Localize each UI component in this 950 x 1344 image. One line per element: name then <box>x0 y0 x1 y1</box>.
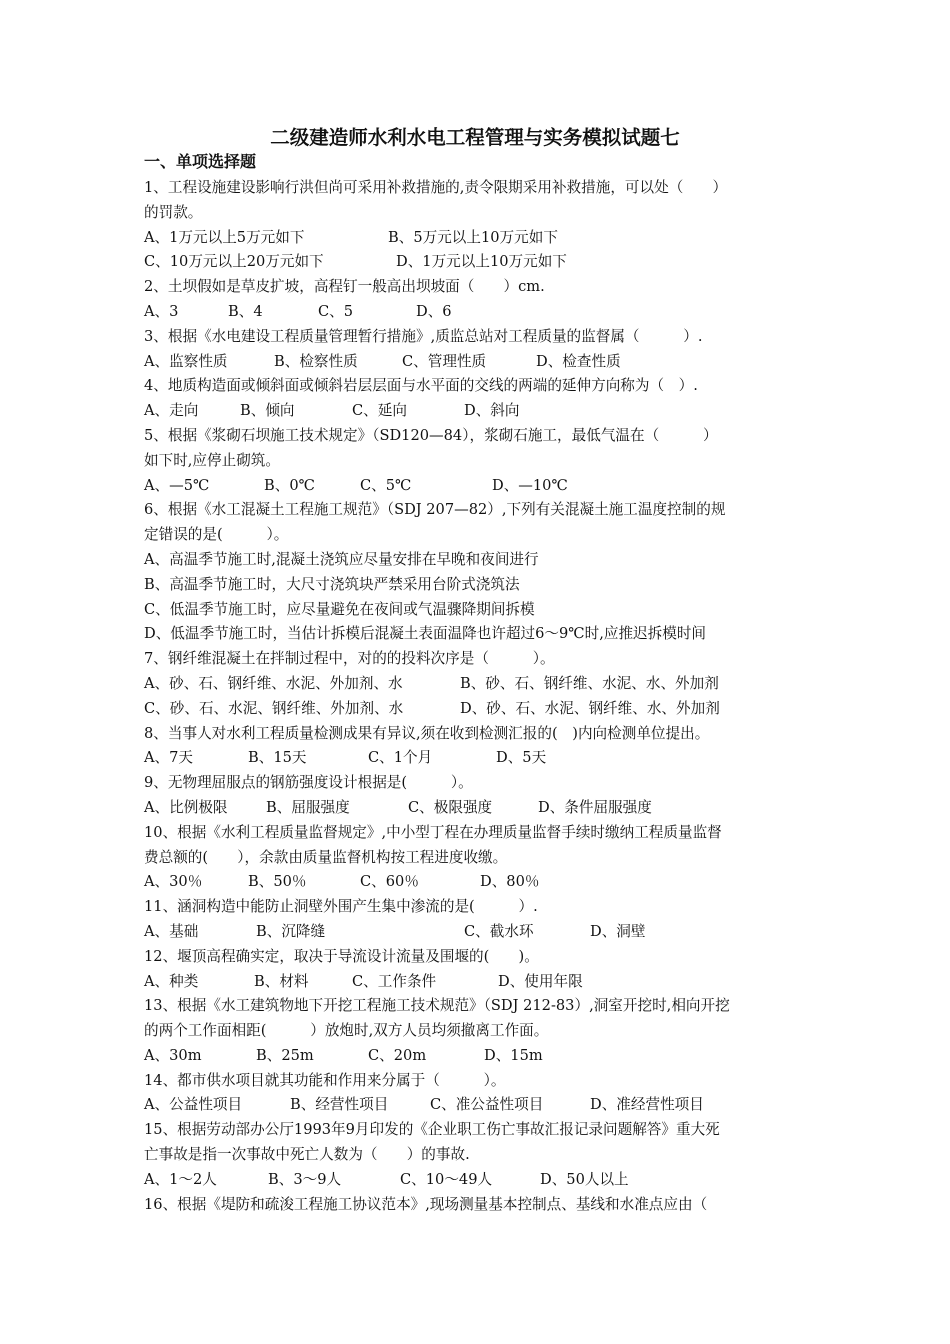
answer-option: C、10万元以上20万元如下 <box>144 253 324 271</box>
text-line <box>144 821 810 846</box>
answer-option: D、6 <box>416 302 452 320</box>
answer-option: D、1万元以上10万元如下 <box>396 253 567 271</box>
answer-option: A、30％ <box>144 873 203 891</box>
text-line <box>144 697 810 722</box>
answer-option: B、检察性质 <box>274 352 358 370</box>
line-text: C、低温季节施工时，应尽量避免在夜间或气温骤降期间拆模 <box>144 600 535 618</box>
text-line <box>144 449 810 474</box>
answer-option: D、80％ <box>480 873 540 891</box>
line-text: 10、根据《水利工程质量监督规定》,中小型丁程在办理质量监督手续时缴纳工程质量监督 <box>144 823 722 841</box>
line-text: 11、涵洞构造中能防止洞壁外围产生集中渗流的是( ）. <box>144 898 538 916</box>
answer-option: A、走向 <box>144 402 199 420</box>
answer-option: C、60％ <box>360 873 419 891</box>
text-line <box>144 598 810 623</box>
answer-option: A、30m <box>144 1046 202 1064</box>
answer-option: C、准公益性项目 <box>430 1096 544 1114</box>
answer-option: B、3～9人 <box>268 1170 342 1188</box>
answer-option: A、公益性项目 <box>144 1096 243 1114</box>
text-line <box>144 895 810 920</box>
answer-option: C、管理性质 <box>402 352 487 370</box>
text-line <box>144 1193 810 1218</box>
answer-option: C、1个月 <box>368 749 433 767</box>
line-text: 2、土坝假如是草皮扩坡，高程钉一般高出坝坡面（ ）cm. <box>144 278 545 296</box>
line-text: 9、无物理屈服点的钢筋强度设计根据是( ）。 <box>144 774 473 792</box>
text-line <box>144 870 810 895</box>
answer-option: A、基础 <box>144 922 199 940</box>
answer-option: B、5万元以上10万元如下 <box>388 228 558 246</box>
answer-option: B、沉降缝 <box>256 922 326 940</box>
answer-option: C、截水环 <box>464 922 534 940</box>
line-text: 费总额的( ），余款由质量监督机构按工程进度收缴。 <box>144 848 508 866</box>
text-line <box>144 771 810 796</box>
document-title: 二级建造师水利水电工程管理与实务模拟试题七 <box>270 126 680 149</box>
line-text: 定错误的是( ）。 <box>144 526 289 544</box>
answer-option: D、50人以上 <box>540 1170 629 1188</box>
answer-option: D、使用年限 <box>498 972 583 990</box>
answer-option: D、—10℃ <box>492 476 568 494</box>
text-line <box>144 548 810 573</box>
line-text: 亡事故是指一次事故中死亡人数为（ ）的事故. <box>144 1146 470 1164</box>
text-line <box>144 300 810 325</box>
answer-option: D、洞壁 <box>590 922 646 940</box>
answer-option: B、25m <box>256 1046 314 1064</box>
answer-option: B、屈服强度 <box>266 798 350 816</box>
question-list <box>144 176 810 1217</box>
line-text: 7、钢纤维混凝土在拌制过程中，对的的投料次序是（ ）。 <box>144 650 555 668</box>
text-line <box>144 226 810 251</box>
text-line <box>144 1044 810 1069</box>
text-line <box>144 1118 810 1143</box>
answer-option: A、1～2人 <box>144 1170 217 1188</box>
line-text: 的两个工作面相距( ）放炮时,双方人员均须撤离工作面。 <box>144 1022 549 1040</box>
text-line <box>144 474 810 499</box>
text-line <box>144 1093 810 1118</box>
text-line <box>144 275 810 300</box>
answer-option: C、砂、石、水泥、钢纤维、外加剂、水 <box>144 699 404 717</box>
text-line <box>144 523 810 548</box>
text-line <box>144 250 810 275</box>
answer-option: B、15天 <box>248 749 307 767</box>
line-text: 6、根据《水工混凝土工程施工规范》（SDJ 207—82）,下列有关混凝土施工温度控制的规 <box>144 501 726 519</box>
answer-option: C、10～49人 <box>400 1170 493 1188</box>
answer-option: A、监察性质 <box>144 352 228 370</box>
line-text: B、高温季节施工时，大尺寸浇筑块严禁采用台阶式浇筑法 <box>144 575 520 593</box>
answer-option: A、1万元以上5万元如下 <box>144 228 305 246</box>
answer-option: B、经营性项目 <box>290 1096 389 1114</box>
text-line <box>144 672 810 697</box>
text-line <box>144 722 810 747</box>
answer-option: A、比例极限 <box>144 798 228 816</box>
line-text: 12、堰顶高程确实定，取决于导流设计流量及围堰的( )。 <box>144 947 539 965</box>
line-text: 15、根据劳动部办公厅1993年9月印发的《企业职工伤亡事故汇报记录问题解答》重大死 <box>144 1121 720 1139</box>
answer-option: A、3 <box>144 302 179 320</box>
line-text: 16、根据《堤防和疏浚工程施工协议范本》,现场测量基本控制点、基线和水准点应由（ <box>144 1195 708 1213</box>
text-line <box>144 350 810 375</box>
answer-option: B、4 <box>228 302 263 320</box>
answer-option: A、种类 <box>144 972 199 990</box>
text-line <box>144 1069 810 1094</box>
answer-option: C、20m <box>368 1046 427 1064</box>
answer-option: D、5天 <box>496 749 547 767</box>
answer-option: C、延向 <box>352 402 407 420</box>
answer-option: B、材料 <box>254 972 309 990</box>
text-line <box>144 746 810 771</box>
answer-option: A、砂、石、钢纤维、水泥、外加剂、水 <box>144 674 403 692</box>
answer-option: C、极限强度 <box>408 798 493 816</box>
text-line <box>144 201 810 226</box>
text-line <box>144 846 810 871</box>
answer-option: D、准经营性项目 <box>590 1096 704 1114</box>
answer-option: D、斜向 <box>464 402 520 420</box>
line-text: 4、地质构造面或倾斜面或倾斜岩层层面与水平面的交线的两端的延伸方向称为（ ）. <box>144 377 698 395</box>
answer-option: B、砂、石、钢纤维、水泥、水、外加剂 <box>460 674 719 692</box>
answer-option: B、0℃ <box>264 476 315 494</box>
text-line <box>144 920 810 945</box>
line-text: 5、根据《浆砌石坝施工技术规定》（SD120—84），浆砌石施工，最低气温在（ ） <box>144 426 718 444</box>
answer-option: C、5℃ <box>360 476 412 494</box>
text-line <box>144 399 810 424</box>
line-text: 的罚款。 <box>144 203 203 221</box>
answer-option: D、检查性质 <box>536 352 621 370</box>
text-line <box>144 176 810 201</box>
line-text: A、高温季节施工时,混凝土浇筑应尽量安排在早晚和夜间进行 <box>144 550 539 568</box>
text-line <box>144 1019 810 1044</box>
line-text: D、低温季节施工时，当估计拆模后混凝土表面温降也许超过6～9℃时,应推迟拆模时间 <box>144 625 707 643</box>
text-line <box>144 573 810 598</box>
answer-option: B、50％ <box>248 873 307 891</box>
line-text: 3、根据《水电建设工程质量管理暂行措施》,质监总站对工程质量的监督属（ ）. <box>144 327 703 345</box>
answer-option: D、条件屈服强度 <box>538 798 652 816</box>
text-line <box>144 1143 810 1168</box>
answer-option: A、—5℃ <box>144 476 210 494</box>
text-line <box>144 498 810 523</box>
line-text: 8、当事人对水利工程质量检测成果有异议,须在收到检测汇报的( )内向检测单位提出。 <box>144 724 710 742</box>
text-line <box>144 945 810 970</box>
answer-option: A、7天 <box>144 749 194 767</box>
text-line <box>144 424 810 449</box>
text-line <box>144 994 810 1019</box>
line-text: 14、都市供水项目就其功能和作用来分属于（ ）。 <box>144 1071 506 1089</box>
answer-option: D、砂、石、水泥、钢纤维、水、外加剂 <box>460 699 720 717</box>
text-line <box>144 622 810 647</box>
text-line <box>144 325 810 350</box>
text-line <box>144 796 810 821</box>
text-line <box>144 647 810 672</box>
section-heading: 一、单项选择题 <box>144 152 257 171</box>
answer-option: D、15m <box>484 1046 543 1064</box>
answer-option: B、倾向 <box>240 402 295 420</box>
line-text: 1、工程设施建设影响行洪但尚可采用补救措施的,责令限期采用补救措施，可以处（ ） <box>144 179 728 196</box>
text-line <box>144 1168 810 1193</box>
text-line <box>144 374 810 399</box>
answer-option: C、5 <box>318 302 354 320</box>
line-text: 如下时,应停止砌筑。 <box>144 451 280 469</box>
text-line <box>144 970 810 995</box>
line-text: 13、根据《水工建筑物地下开挖工程施工技术规范》（SDJ 212-83）,洞室开挖时,相向开挖 <box>144 997 730 1015</box>
answer-option: C、工作条件 <box>352 972 437 990</box>
